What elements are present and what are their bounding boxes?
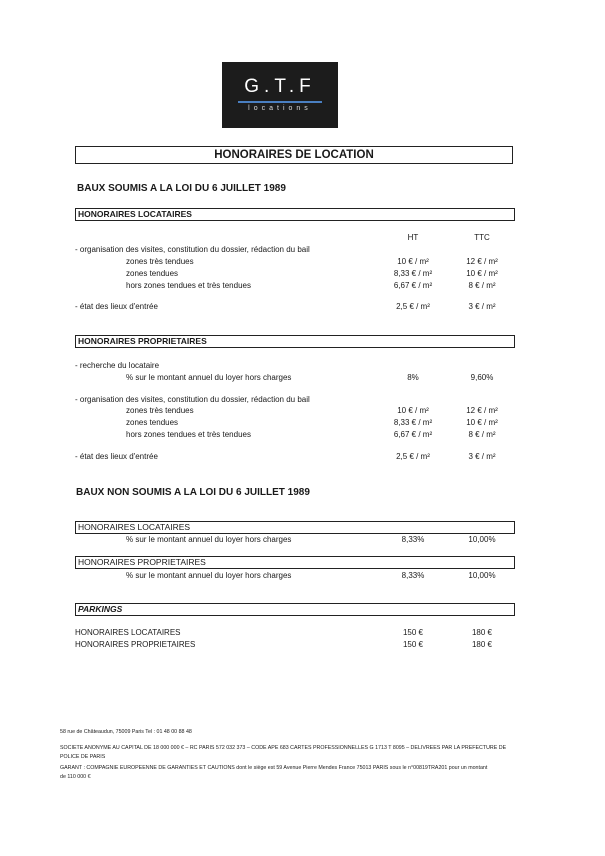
s1-loc-row2-ttc: 10 € / m² [466, 269, 498, 278]
s1-prop-etat-ht: 2,5 € / m² [396, 452, 430, 461]
s1-prop-row1-label: zones très tendues [126, 406, 194, 415]
col-ttc-header: TTC [474, 233, 490, 242]
s1-prop-row2-ht: 8,33 € / m² [393, 418, 433, 427]
s1-prop-recherche-label: - recherche du locataire [75, 361, 160, 370]
footer-line3: GARANT : COMPAGNIE EUROPEENNE DE GARANTIES ET CAUTIONS dont le siège est 59 Avenue Pierre Mendes France 75013 PARIS sous le n°00819TRA201 pour un montant [60, 765, 488, 771]
s2-loc-ht: 8,33% [401, 535, 425, 544]
page-title: HONORAIRES DE LOCATION [75, 146, 513, 164]
s1-loc-row1-ht: 10 € / m² [397, 257, 429, 266]
s1-loc-etat-label: - état des lieux d'entrée [75, 302, 158, 311]
footer-line1: SOCIETE ANONYME AU CAPITAL DE 18 000 000 € – RC PARIS 572 032 373 – CODE APE 683 CARTES PROFESSIONNELLES G 1713 T 8095 – DELIVREES PAR LA PREFECTURE DE [60, 745, 507, 751]
section1-proprietaires-box: HONORAIRES PROPRIETAIRES [75, 335, 515, 348]
parking-row2-ht: 150 € [402, 640, 424, 649]
s1-loc-row3-label: hors zones tendues et très tendues [126, 281, 251, 290]
section1-locataires-box: HONORAIRES LOCATAIRES [75, 208, 515, 221]
s1-prop-row1-ttc: 12 € / m² [466, 406, 498, 415]
footer-line2: POLICE DE PARIS [60, 754, 106, 760]
s1-loc-row1-label: zones très tendues [126, 257, 194, 266]
s1-loc-row1-ttc: 12 € / m² [466, 257, 498, 266]
s1-loc-row3-ttc: 8 € / m² [468, 281, 496, 290]
s2-prop-sub: % sur le montant annuel du loyer hors charges [126, 571, 292, 580]
parking-row2-ttc: 180 € [471, 640, 493, 649]
section2-locataires-box: HONORAIRES LOCATAIRES [75, 521, 515, 534]
s1-loc-row3-ht: 6,67 € / m² [393, 281, 433, 290]
s1-prop-row3-label: hors zones tendues et très tendues [126, 430, 251, 439]
section2-proprietaires-box: HONORAIRES PROPRIETAIRES [75, 556, 515, 569]
section2-heading: BAUX NON SOUMIS A LA LOI DU 6 JUILLET 1989 [76, 487, 310, 498]
gtf-logo [222, 62, 338, 128]
s1-loc-row2-ht: 8,33 € / m² [393, 269, 433, 278]
parking-row2-label: HONORAIRES PROPRIETAIRES [75, 640, 196, 649]
parking-row1-label: HONORAIRES LOCATAIRES [75, 628, 181, 637]
s1-prop-recherche-ht: 8% [407, 373, 419, 382]
parkings-box: PARKINGS [75, 603, 515, 616]
s1-prop-etat-ttc: 3 € / m² [468, 452, 496, 461]
s1-prop-etat-label: - état des lieux d'entrée [75, 452, 158, 461]
s1-loc-org-label: - organisation des visites, constitution du dossier, rédaction du bail [75, 245, 310, 254]
col-ht-header: HT [407, 233, 419, 242]
logo-main-text: G.T.F [244, 76, 316, 97]
s1-prop-row1-ht: 10 € / m² [397, 406, 429, 415]
s2-loc-sub: % sur le montant annuel du loyer hors charges [126, 535, 292, 544]
s2-prop-ttc: 10,00% [468, 571, 496, 580]
s2-loc-ttc: 10,00% [468, 535, 496, 544]
s1-prop-row3-ht: 6,67 € / m² [393, 430, 433, 439]
s2-prop-ht: 8,33% [401, 571, 425, 580]
s1-prop-recherche-ttc: 9,60% [470, 373, 494, 382]
logo-underline [238, 101, 322, 103]
s1-prop-recherche-sub: % sur le montant annuel du loyer hors charges [126, 373, 292, 382]
s1-loc-etat-ttc: 3 € / m² [468, 302, 496, 311]
footer-line4: de 110 000 € [60, 774, 91, 780]
s1-loc-row2-label: zones tendues [126, 269, 179, 278]
section1-heading: BAUX SOUMIS A LA LOI DU 6 JUILLET 1989 [77, 183, 286, 194]
parking-row1-ht: 150 € [402, 628, 424, 637]
s1-prop-row2-label: zones tendues [126, 418, 179, 427]
logo-sub-text: locations [248, 105, 312, 112]
s1-loc-etat-ht: 2,5 € / m² [396, 302, 430, 311]
parking-row1-ttc: 180 € [471, 628, 493, 637]
s1-prop-row2-ttc: 10 € / m² [466, 418, 498, 427]
footer-address: 58 rue de Châteaudun, 75009 Paris Tel : 01 48 00 88 48 [60, 729, 192, 735]
s1-prop-row3-ttc: 8 € / m² [468, 430, 496, 439]
s1-prop-org-label: - organisation des visites, constitution du dossier, rédaction du bail [75, 395, 310, 404]
